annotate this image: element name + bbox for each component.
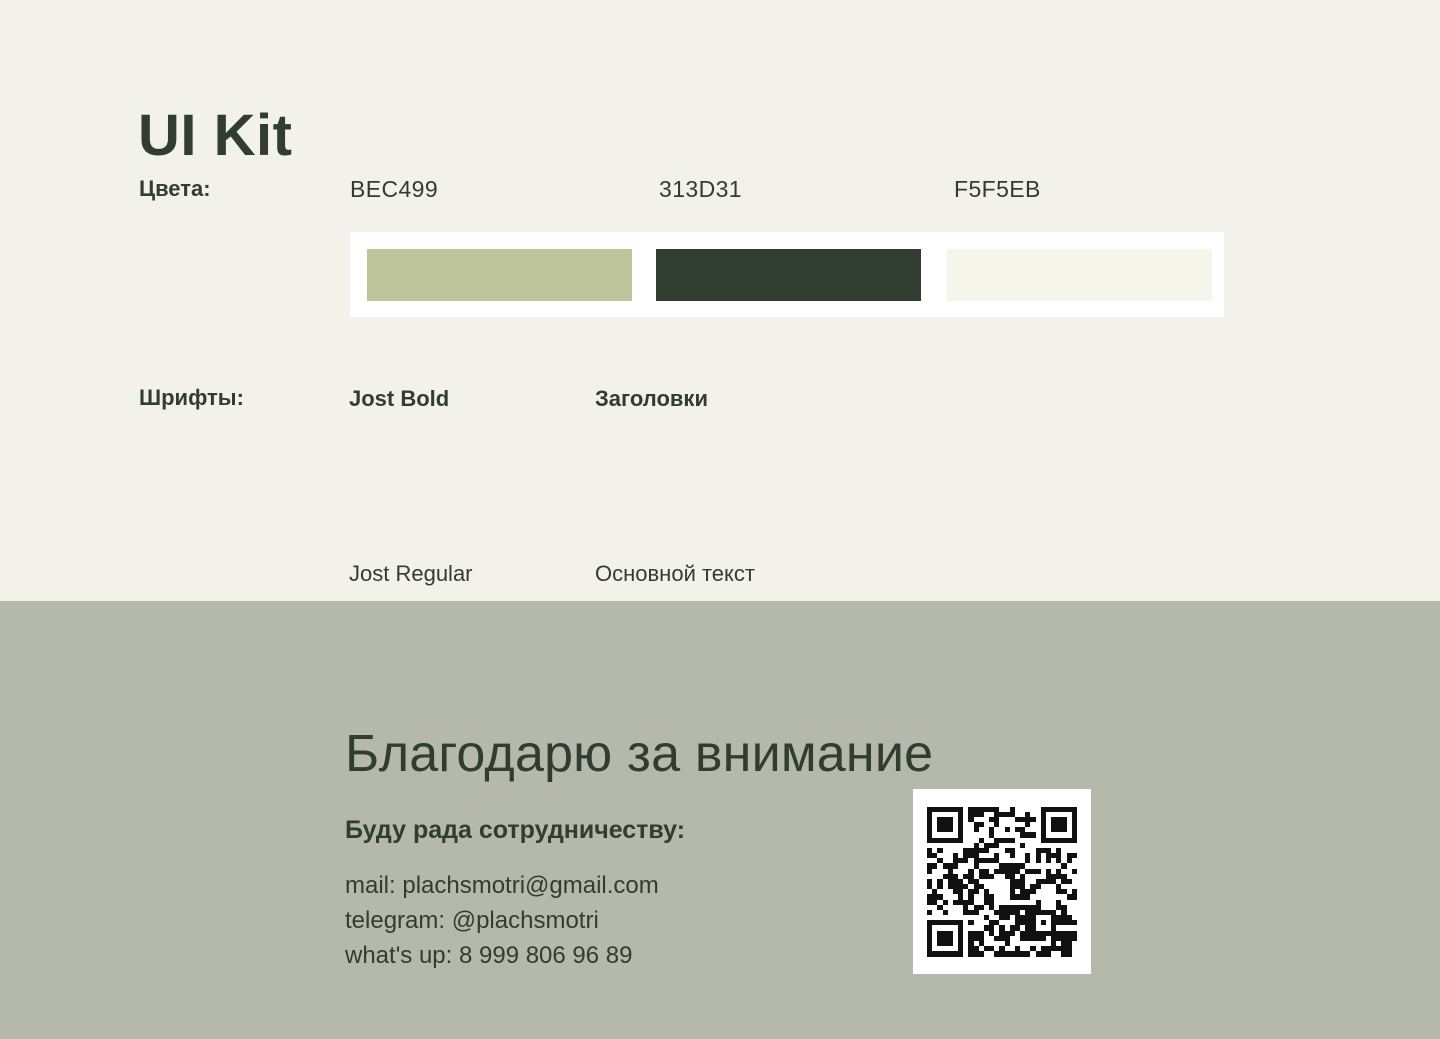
contact-heading: Буду рада сотрудничеству: (345, 816, 686, 844)
qr-code (927, 807, 1077, 957)
contact-whatsapp: what's up: 8 999 806 96 89 (345, 942, 633, 969)
color-swatch-2 (656, 249, 921, 301)
color-swatch-band (350, 232, 1224, 317)
fonts-grid (349, 386, 1209, 586)
thanks-section (0, 601, 1440, 1039)
font-row-body (349, 467, 1209, 586)
color-hex-3: F5F5EB (954, 176, 1041, 202)
color-swatch-3 (947, 249, 1212, 301)
color-hex-1: BEC499 (350, 176, 439, 202)
color-swatch-1 (367, 249, 632, 301)
qr-code-card (913, 789, 1091, 974)
contact-mail: mail: plachsmotri@gmail.com (345, 872, 659, 899)
contact-telegram: telegram: @plachsmotri (345, 907, 599, 934)
thanks-title: Благодарю за внимание (345, 725, 934, 784)
font-name-bold: Jost Bold (349, 386, 450, 411)
colors-label: Цвета: (139, 176, 211, 201)
contact-list (345, 868, 659, 973)
font-usage-regular: Основной текст (595, 561, 755, 586)
font-name-regular: Jost Regular (349, 561, 473, 586)
color-hex-row (350, 176, 1250, 206)
page-title: UI Kit (138, 102, 293, 168)
font-usage-bold: Заголовки (595, 386, 708, 411)
color-hex-2: 313D31 (659, 176, 742, 202)
font-row-heading (349, 386, 1209, 467)
fonts-label: Шрифты: (139, 385, 244, 410)
